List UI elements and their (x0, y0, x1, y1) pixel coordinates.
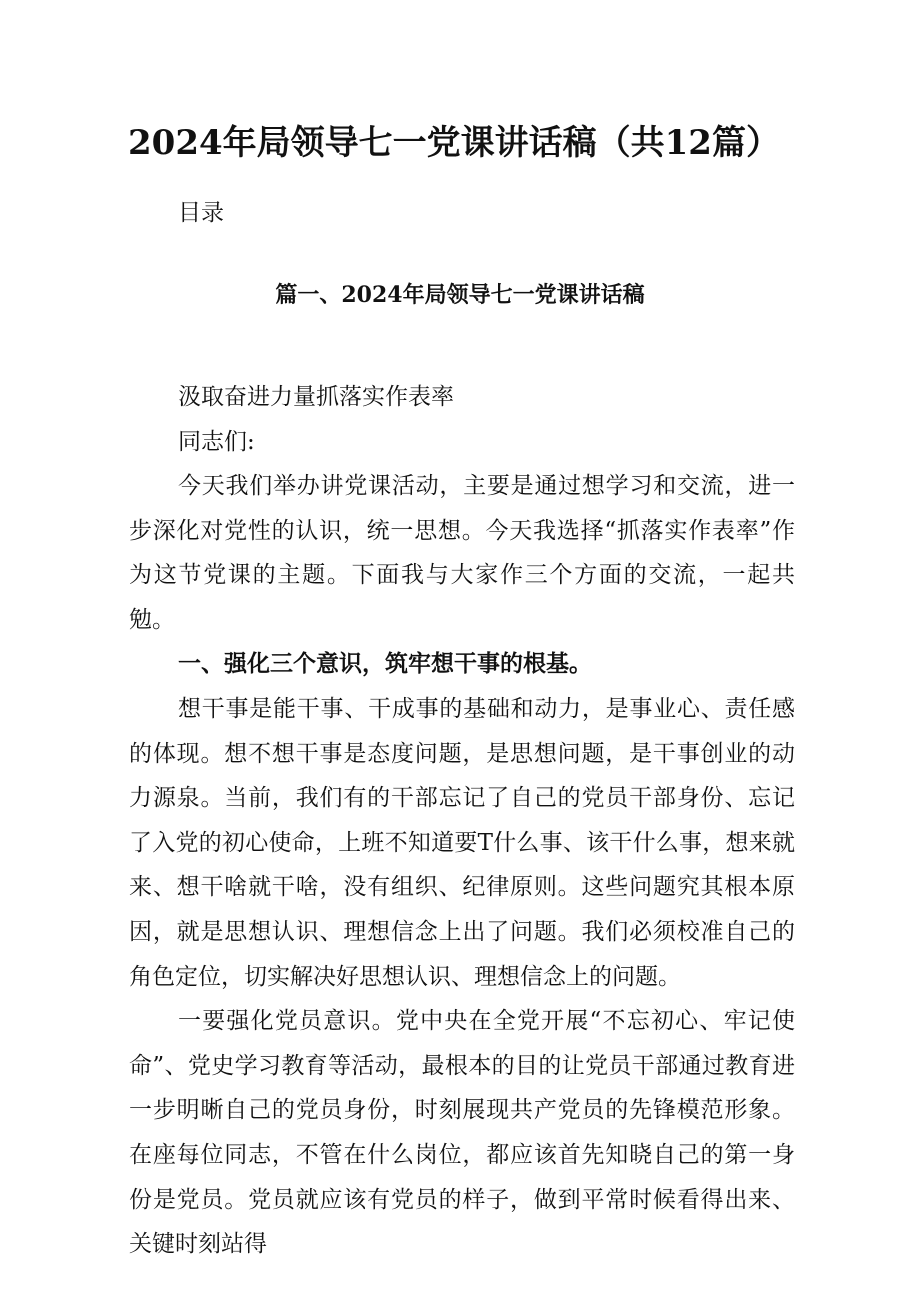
subheading-strengthen-awareness: 一、强化三个意识，筑牢想干事的根基。 (178, 650, 592, 678)
body-paragraph-party-awareness: 一要强化党员意识。党中央在全党开展“不忘初心、牢记使命”、党史学习教育等活动，最根本的目的让党员干部通过教育进一步明晰自己的党员身份，时刻展现共产党员的先锋模范形象。在座每位同志，不管在什么岗位，都应该首先知晓自己的第一身份是党员。党员就应该有党员的样子，做到平常时候看得出来、关键时刻站得 (129, 1008, 795, 1258)
body-paragraph-intro: 今天我们举办讲党课活动，主要是通过想学习和交流，进一步深化对党性的认识，统一思想。今天我选择“抓落实作表率”作为这节党课的主题。下面我与大家作三个方面的交流，一起共勉。 (129, 473, 795, 633)
document-body (129, 464, 795, 1267)
document-title: 2024年局领导七一党课讲话稿（共12篇） (128, 123, 780, 163)
section-heading: 篇一、2024年局领导七一党课讲话稿 (275, 282, 645, 308)
speech-title: 汲取奋进力量抓落实作表率 (178, 384, 454, 410)
body-paragraph-willingness: 想干事是能干事、干成事的基础和动力，是事业心、责任感的体现。想不想干事是态度问题，是思想问题，是干事创业的动力源泉。当前，我们有的干部忘记了自己的党员干部身份、忘记了入党的初心使命，上班不知道要T什么事、该干什么事，想来就来、想干啥就干啥，没有组织、纪律原则。这些问题究其根本原因，就是思想认识、理想信念上出了问题。我们必须校准自己的角色定位，切实解决好思想认识、理想信念上的问题。 (129, 695, 795, 990)
salutation: 同志们: (178, 429, 255, 455)
toc-label: 目录 (178, 200, 224, 226)
